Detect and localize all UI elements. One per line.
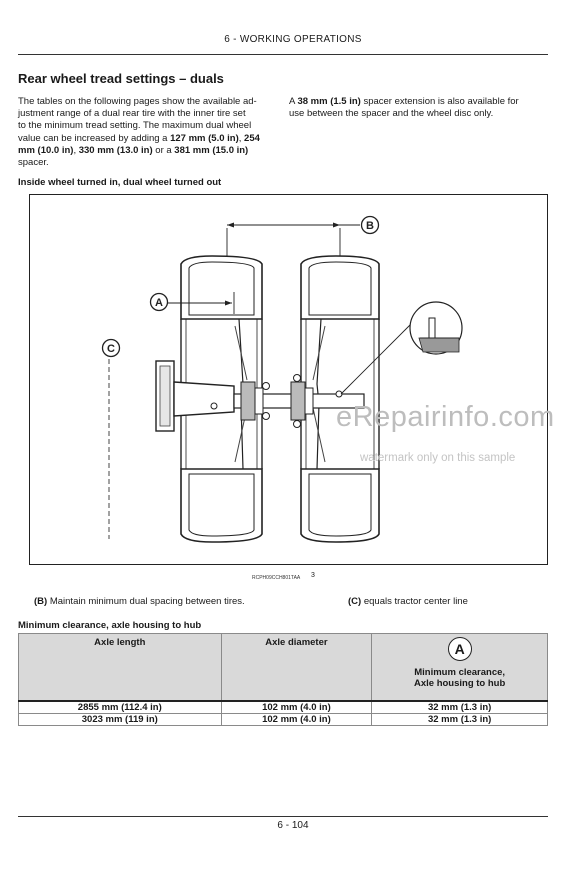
section-title: Rear wheel tread settings – duals bbox=[18, 71, 224, 86]
intro-line: to the minimum tread setting. The maximum dual wheel bbox=[18, 120, 252, 132]
text-run: , bbox=[238, 132, 245, 144]
spacer-size: 254 bbox=[244, 132, 260, 144]
table-header-row bbox=[19, 634, 548, 702]
intro-left bbox=[18, 96, 280, 169]
intro-line: The tables on the following pages show the available ad- bbox=[18, 96, 257, 107]
spacer-size: 330 mm (13.0 in) bbox=[78, 144, 153, 156]
figure-caption: Inside wheel turned in, dual wheel turned out bbox=[18, 177, 222, 188]
page-number: 6 - 104 bbox=[277, 820, 309, 831]
intro-line bbox=[18, 145, 280, 157]
cell-clearance: 32 mm (1.3 in) bbox=[372, 714, 548, 726]
text-run: , bbox=[73, 144, 79, 156]
header-rule bbox=[18, 54, 548, 55]
axle-assembly bbox=[156, 361, 364, 431]
watermark: eRepairinfo.com bbox=[336, 401, 555, 433]
legend-b bbox=[34, 596, 245, 607]
spacer-size: 38 mm (1.5 in) bbox=[297, 96, 361, 107]
clearance-header-line: Axle housing to hub bbox=[413, 678, 506, 689]
legend-text: equals tractor center line bbox=[361, 596, 468, 607]
intro-line bbox=[18, 133, 280, 145]
cell-axle-diameter: 102 mm (4.0 in) bbox=[221, 714, 372, 726]
text-run: spacer extension is also available for bbox=[360, 96, 519, 107]
figure-id: RCPH09CCH801TAA bbox=[252, 575, 301, 581]
spacer-size: 127 mm (5.0 in) bbox=[170, 132, 239, 144]
spacer-size: mm (10.0 in) bbox=[18, 144, 74, 156]
watermark-subtitle: watermark only on this sample bbox=[360, 452, 516, 464]
clearance-table bbox=[18, 633, 548, 726]
dual-wheel-diagram bbox=[29, 194, 548, 565]
callout-a-label: A bbox=[155, 297, 163, 309]
intro-line: use between the spacer and the wheel disc only. bbox=[289, 108, 494, 120]
text-run: or a bbox=[152, 144, 175, 156]
col-header-clearance bbox=[372, 634, 548, 702]
intro-right bbox=[289, 96, 551, 120]
table-row bbox=[19, 714, 548, 726]
table-title: Minimum clearance, axle housing to hub bbox=[18, 620, 202, 631]
legend-text: Maintain minimum dual spacing between tires. bbox=[47, 596, 245, 607]
text-run: A bbox=[289, 96, 298, 107]
callout-c-label: C bbox=[107, 343, 115, 355]
footer-rule bbox=[18, 816, 548, 817]
legend-c bbox=[348, 596, 468, 607]
dimension-b bbox=[227, 223, 360, 257]
table-row bbox=[19, 701, 548, 714]
intro-line: justment range of a dual rear tire with the inner tire set bbox=[18, 108, 246, 120]
clearance-header-line: Minimum clearance, bbox=[414, 667, 506, 678]
text-run: value can be increased by adding a bbox=[18, 132, 171, 144]
callout-b-label: B bbox=[366, 220, 374, 232]
col-header-axle-length: Axle length bbox=[19, 634, 222, 702]
spacer-size: 381 mm (15.0 in) bbox=[174, 144, 249, 156]
page-header: 6 - WORKING OPERATIONS bbox=[224, 34, 362, 45]
symbol-a: A bbox=[448, 637, 472, 661]
cell-axle-length: 3023 mm (119 in) bbox=[19, 714, 222, 726]
col-header-axle-diameter: Axle diameter bbox=[221, 634, 372, 702]
legend-key: (B) bbox=[34, 596, 48, 607]
intro-line: spacer. bbox=[18, 157, 49, 169]
cell-axle-length: 2855 mm (112.4 in) bbox=[19, 701, 222, 714]
intro-line bbox=[289, 96, 551, 108]
cell-axle-diameter: 102 mm (4.0 in) bbox=[221, 701, 372, 714]
figure-number: 3 bbox=[311, 572, 315, 579]
legend-key: (C) bbox=[348, 596, 362, 607]
cell-clearance: 32 mm (1.3 in) bbox=[372, 701, 548, 714]
